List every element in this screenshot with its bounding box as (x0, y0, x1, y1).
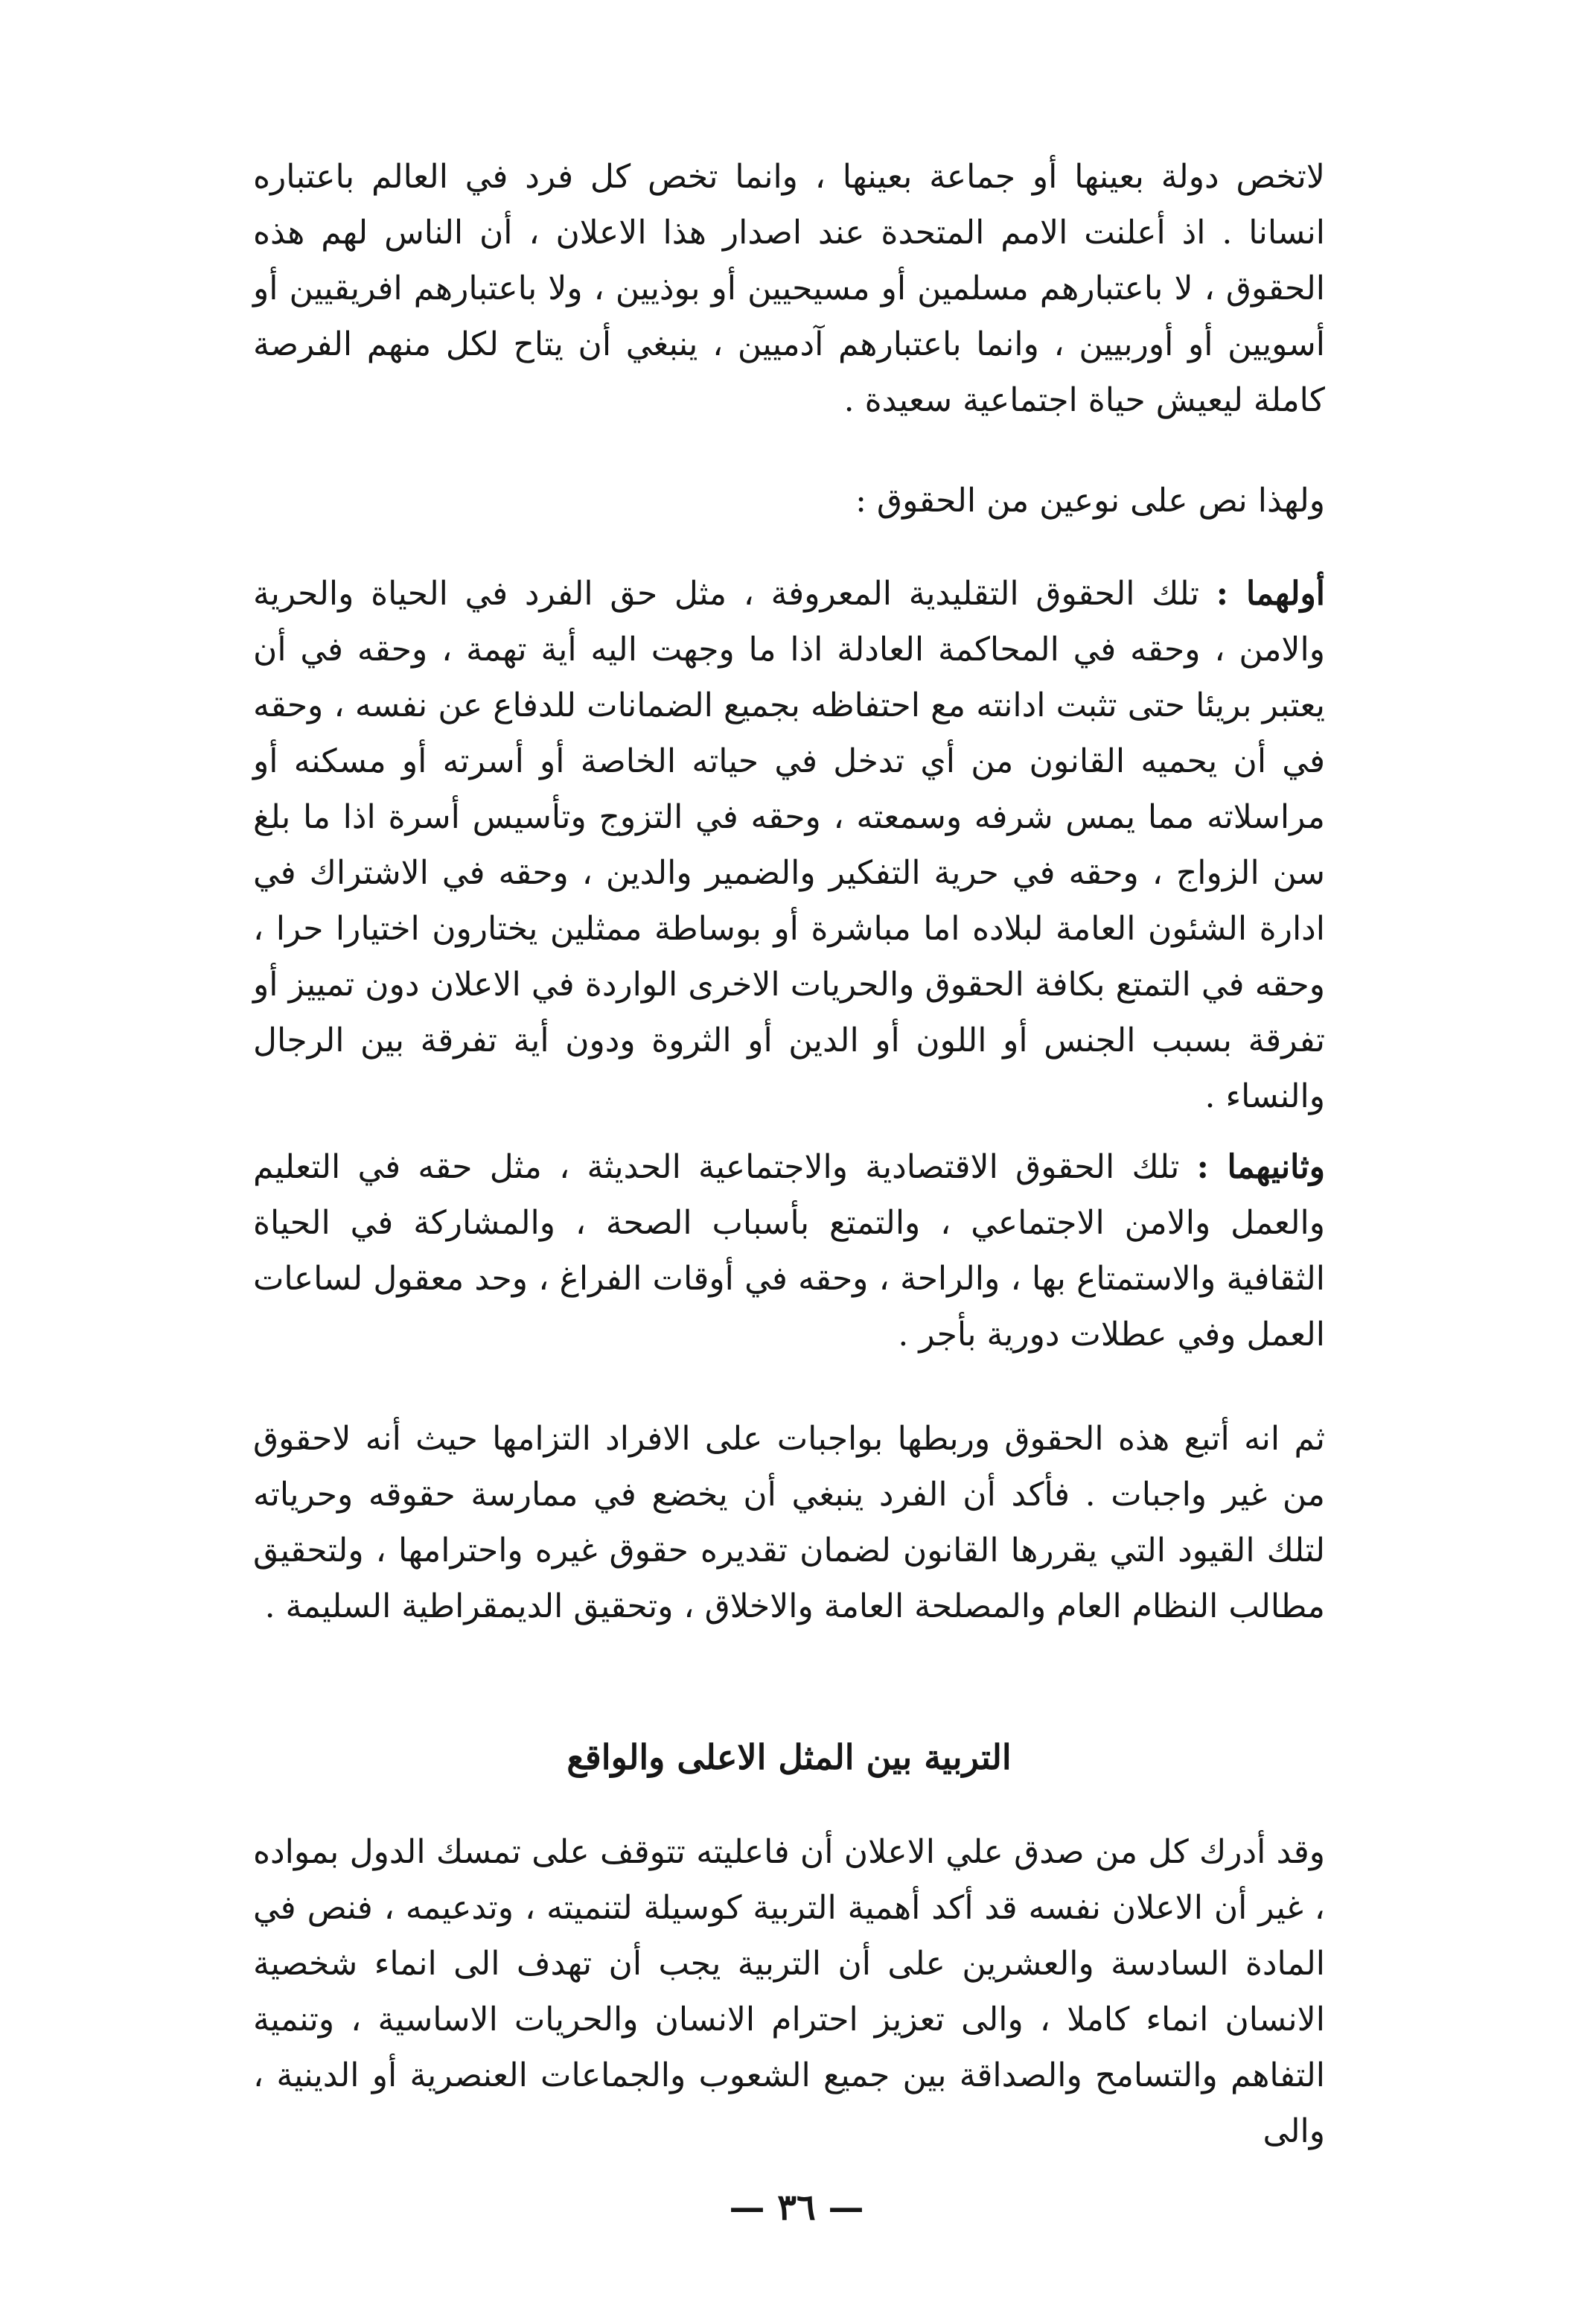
paragraph-2 (253, 473, 1325, 529)
paragraph-3-lead: أولهما : (1216, 575, 1325, 613)
paragraph-4-lead: وثانيهما : (1196, 1148, 1325, 1186)
paragraph-1-text: لاتخص دولة بعينها أو جماعة بعينها ، وانما تخص كل فرد في العالم باعتباره انسانا . اذ أعلنت الامم المتحدة عند اصدار هذا الاعلان ، أن الناس لهم هذه الحقوق ، لا باعتبارهم مسلمين أو مسيحيين أو بوذيين ، ولا باعتبارهم افريقيين أو أسويين أو أوربيين ، وانما باعتبارهم آدميين ، ينبغي أن يتاح لكل منهم الفرصة كاملة ليعيش حياة اجتماعية سعيدة . (253, 158, 1325, 419)
paragraph-2-text: ولهذا نص على نوعين من الحقوق : (855, 482, 1325, 520)
paragraph-3-body (253, 566, 1325, 1124)
paragraph-5 (253, 1411, 1325, 1634)
page-number: — ٣٦ — (729, 2187, 864, 2228)
paragraph-1 (253, 149, 1325, 428)
paragraph-4 (253, 1139, 1325, 1363)
section-heading: التربية بين المثل الاعلى والواقع (566, 1737, 1012, 1777)
paragraph-6-text: وقد أدرك كل من صدق علي الاعلان أن فاعليته تتوقف على تمسك الدول بمواده ، غير أن الاعلان نفسه قد أكد أهمية التربية كوسيلة لتنميته ، وتدعيمه ، فنص في المادة السادسة والعشرين على أن التربية يجب أن تهدف الى انماء شخصية الانسان انماء كاملا ، والى تعزيز احترام الانسان والحريات الاساسية ، وتنمية التفاهم والتسامح والصداقة بين جميع الشعوب والجماعات العنصرية أو الدينية ، والى (253, 1833, 1325, 2150)
paragraph-3 (253, 566, 1325, 1124)
paragraph-4-text: تلك الحقوق الاقتصادية والاجتماعية الحديثة ، مثل حقه في التعليم والعمل والامن الاجتماعي ، والتمتع بأسباب الصحة ، والمشاركة في الحياة الثقافية والاستمتاع بها ، والراحة ، وحقه في أوقات الفراغ ، وحد معقول لساعات العمل وفي عطلات دورية بأجر . (253, 1148, 1325, 1354)
paragraph-5-text: ثم انه أتبع هذه الحقوق وربطها بواجبات على الافراد التزامها حيث أنه لاحقوق من غير واجبات . فأكد أن الفرد ينبغي أن يخضع في ممارسة حقوقه وحرياته لتلك القيود التي يقررها القانون لضمان تقديره حقوق غيره واحترامها ، ولتحقيق مطالب النظام العام والمصلحة العامة والاخلاق ، وتحقيق الديمقراطية السليمة . (253, 1420, 1325, 1625)
paragraph-3-text: تلك الحقوق التقليدية المعروفة ، مثل حق الفرد في الحياة والحرية والامن ، وحقه في المحاكمة العادلة اذا ما وجهت اليه أية تهمة ، وحقه في أن يعتبر بريئا حتى تثبت ادانته مع احتفاظه بجميع الضمانات للدفاع عن نفسه ، وحقه في أن يحميه القانون من أي تدخل في حياته الخاصة أو أسرته أو مسكنه أو مراسلاته مما يمس شرفه وسمعته ، وحقه في التزوج وتأسيس أسرة اذا ما بلغ سن الزواج ، وحقه في حرية التفكير والضمير والدين ، وحقه في الاشتراك في ادارة الشئون العامة لبلاده اما مباشرة أو بوساطة ممثلين يختارون اختيارا حرا ، وحقه في التمتع بكافة الحقوق والحريات الاخرى الواردة في الاعلان دون تمييز أو تفرقة بسبب الجنس أو اللون أو الدين أو الثروة ودون أية تفرقة بين الرجال والنساء . (253, 575, 1325, 1115)
paragraph-6 (253, 1824, 1325, 2159)
paragraph-4-body (253, 1139, 1325, 1363)
